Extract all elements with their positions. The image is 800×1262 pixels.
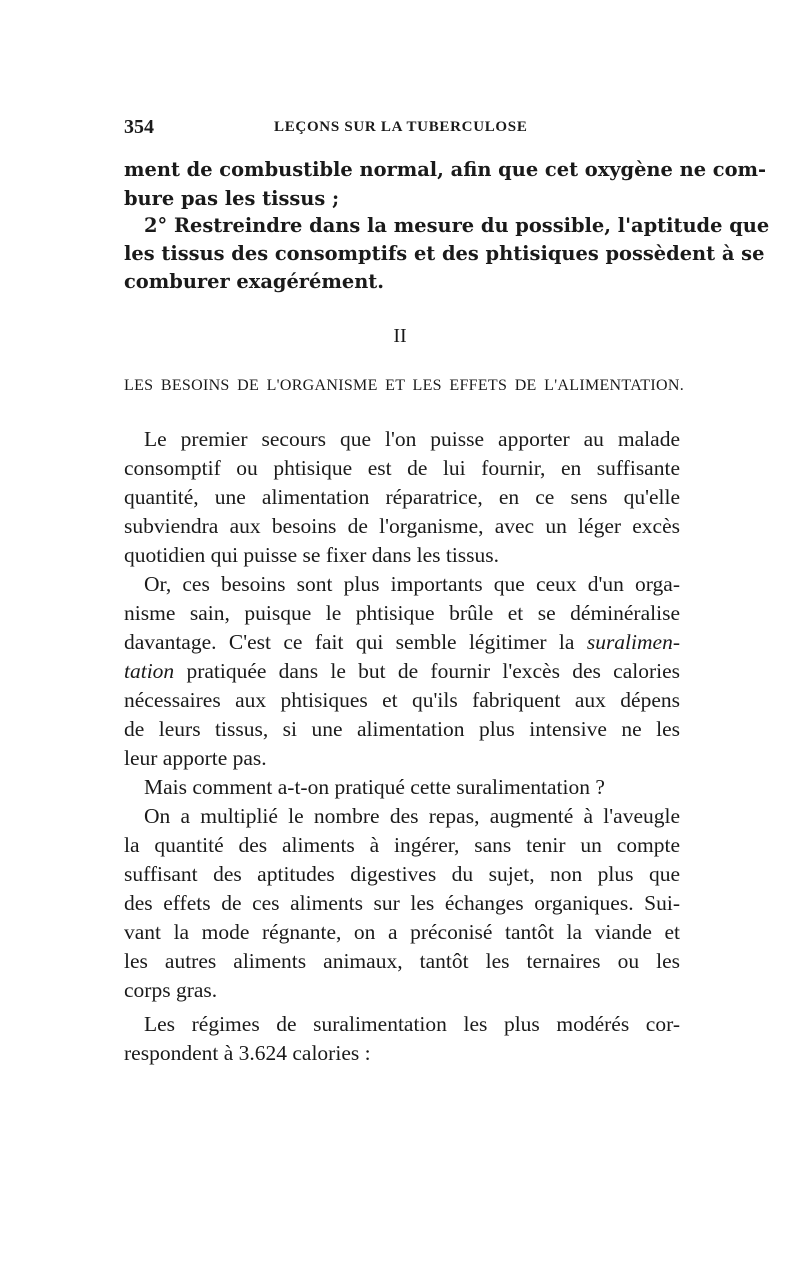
text-line: ment de combustible normal, afin que cet oxygène ne com- (124, 158, 767, 181)
text-line: leur apporte pas. (124, 746, 267, 770)
text-line: Les régimes de suralimentation les plus modérés cor- (144, 1012, 680, 1036)
section-number: II (393, 325, 407, 347)
text-line: respondent à 3.624 calories : (124, 1041, 371, 1065)
text-line: les tissus des consomptifs et des phtisiques possèdent à se (124, 242, 765, 265)
running-title: LEÇONS SUR LA TUBERCULOSE (274, 119, 528, 135)
line-text: pratiquée dans le but de fournir l'excès des calories (186, 659, 681, 683)
text-line (124, 628, 680, 657)
text-line: Or, ces besoins sont plus importants que ceux d'un orga- (144, 572, 680, 596)
text-line: comburer exagérément. (124, 270, 385, 293)
text-line: subviendra aux besoins de l'organisme, avec un léger excès (124, 514, 680, 538)
section-title: LES BESOINS DE L'ORGANISME ET LES EFFETS DE L'ALIMENTATION. (124, 377, 684, 394)
italic-term: suralimen- (586, 630, 680, 654)
text-line: vant la mode régnante, on a préconisé tantôt la viande et (124, 920, 680, 944)
text-line: de leurs tissus, si une alimentation plus intensive ne les (124, 717, 680, 741)
text-line: Le premier secours que l'on puisse apporter au malade (144, 427, 680, 451)
text-line: quotidien qui puisse se fixer dans les tissus. (124, 543, 500, 567)
text-line: nécessaires aux phtisiques et qu'ils fabriquent aux dépens (124, 688, 680, 712)
text-line: 2° Restreindre dans la mesure du possible, l'aptitude que (144, 214, 770, 237)
text-line: bure pas les tissus ; (124, 187, 340, 210)
line-text: davantage. C'est ce fait qui semble légitimer la (124, 630, 575, 654)
text-line: nisme sain, puisque le phtisique brûle et se déminéralise (124, 601, 680, 625)
page-number: 354 (124, 116, 154, 138)
text-line: la quantité des aliments à ingérer, sans tenir un compte (124, 833, 680, 857)
text-line: On a multiplié le nombre des repas, augmenté à l'aveugle (144, 804, 680, 828)
text-line (124, 657, 680, 686)
text-line: suffisant des aptitudes digestives du sujet, non plus que (124, 862, 680, 886)
running-head (124, 116, 676, 140)
text-line: les autres aliments animaux, tantôt les ternaires ou les (124, 949, 680, 973)
text-line: corps gras. (124, 978, 218, 1002)
text-line: quantité, une alimentation réparatrice, en ce sens qu'elle (124, 485, 680, 509)
italic-term: tation (124, 659, 175, 683)
text-line: consomptif ou phtisique est de lui fournir, en suffisante (124, 456, 680, 480)
text-line: Mais comment a-t-on pratiqué cette suralimentation ? (144, 775, 605, 799)
text-line: des effets de ces aliments sur les échanges organiques. Sui- (124, 891, 680, 915)
